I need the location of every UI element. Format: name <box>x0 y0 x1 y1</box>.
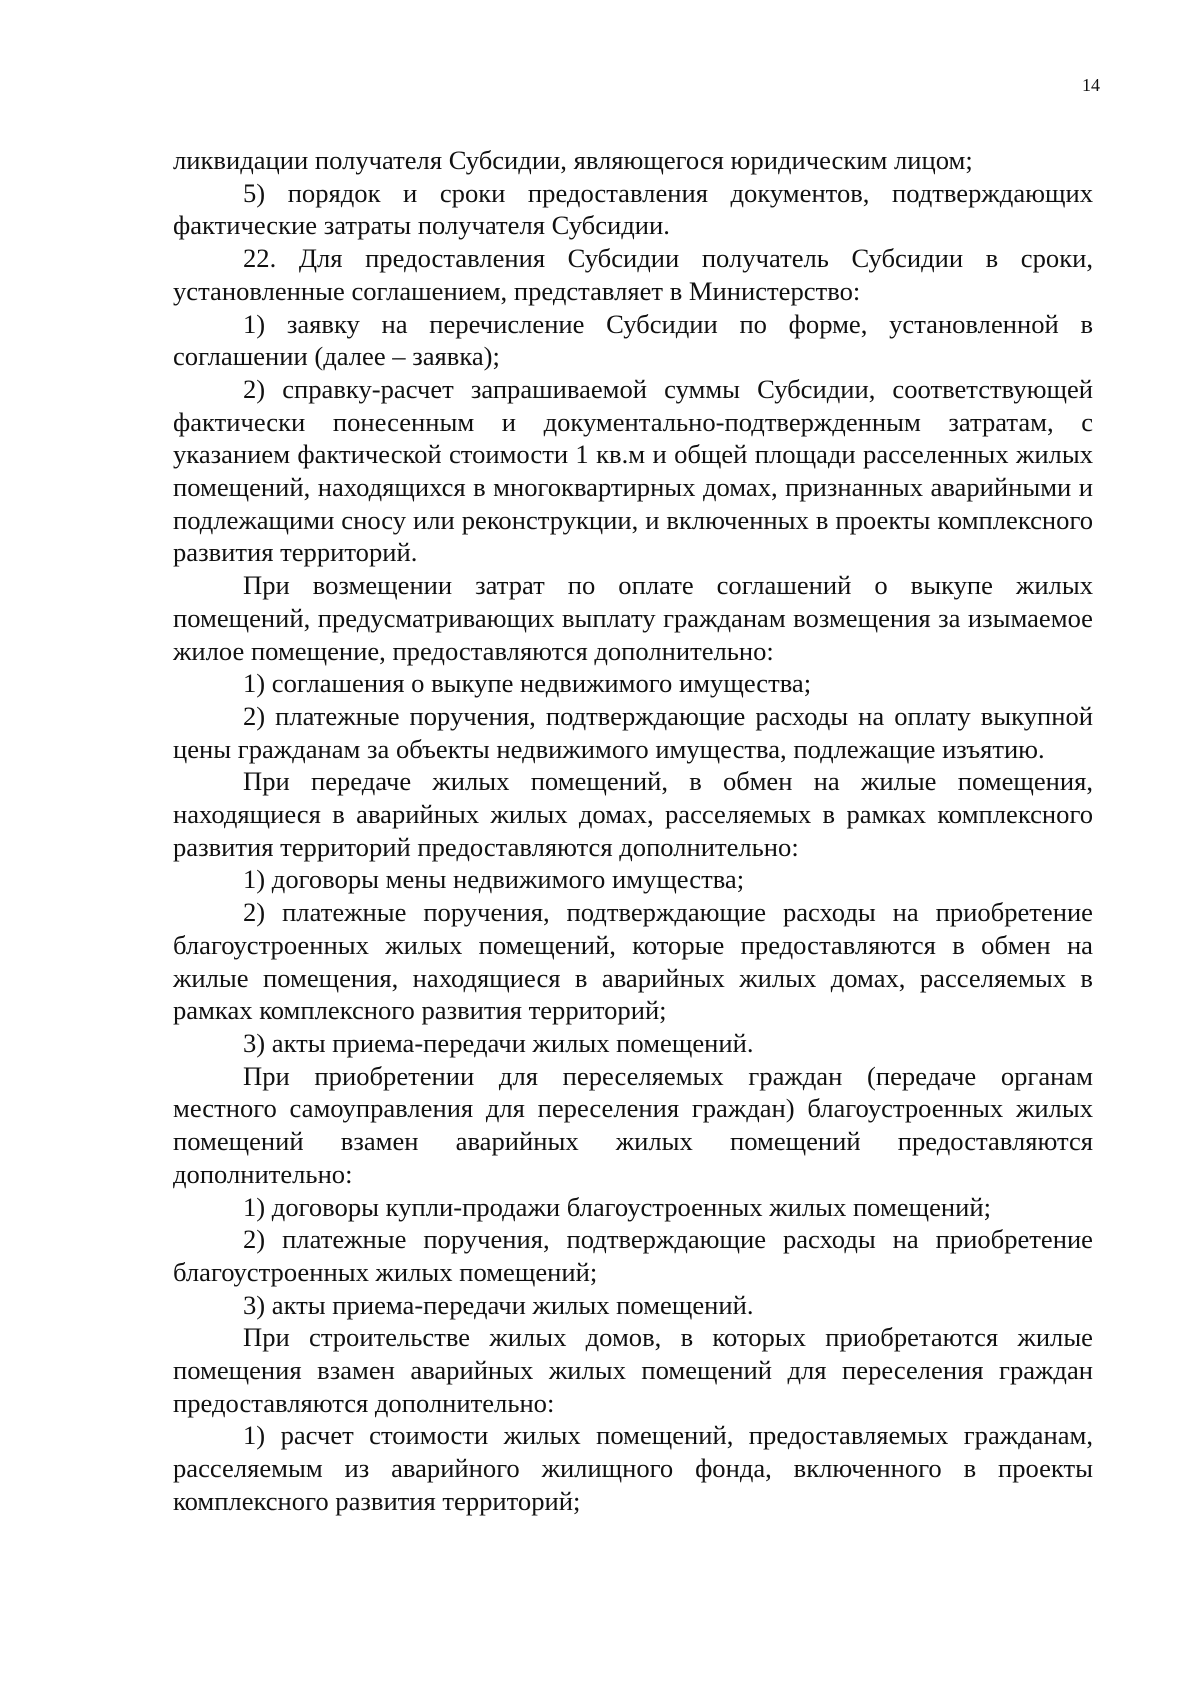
paragraph-purchase-item-2: 2) платежные поручения, подтверждающие расходы на приобретение благоустроенных жилых помещений; <box>173 1224 1093 1287</box>
paragraph-item-1-application: 1) заявку на перечисление Субсидии по форме, установленной в соглашении (далее – заявка); <box>173 308 1093 372</box>
paragraph-exchange-intro: При передаче жилых помещений, в обмен на жилые помещения, находящиеся в аварийных жилых домах, расселяемых в рамках комплексного развития территорий предоставляются дополнительно: <box>173 766 1093 862</box>
paragraph-buyout-item-1: 1) соглашения о выкупе недвижимого имущества; <box>243 668 812 699</box>
page-number: 14 <box>1082 75 1100 95</box>
paragraph-clause-22: 22. Для предоставления Субсидии получатель Субсидии в сроки, установленные соглашением, представляет в Министерство: <box>173 243 1093 306</box>
paragraph-exchange-item-1: 1) договоры мены недвижимого имущества; <box>243 864 745 895</box>
paragraph-exchange-item-2: 2) платежные поручения, подтверждающие расходы на приобретение благоустроенных жилых помещений, которые предоставляются в обмен на жилые помещения, находящиеся в аварийных жилых домах, расселяемых в рамках комплексного развития территорий; <box>173 897 1093 1026</box>
paragraph-purchase-intro: При приобретении для переселяемых граждан (передаче органам местного самоуправления для переселения граждан) благоустроенных жилых помещений взамен аварийных жилых помещений предоставляются дополнительно: <box>173 1060 1093 1189</box>
paragraph-buyout-item-2: 2) платежные поручения, подтверждающие расходы на оплату выкупной цены гражданам за объекты недвижимого имущества, подлежащие изъятию. <box>173 700 1093 764</box>
paragraph-construction-item-1: 1) расчет стоимости жилых помещений, предоставляемых гражданам, расселяемым из аварийного жилищного фонда, включенного в проекты комплексного развития территорий; <box>173 1420 1093 1516</box>
paragraph-liquidation: ликвидации получателя Субсидии, являющегося юридическим лицом; <box>173 145 973 175</box>
paragraph-purchase-item-3: 3) акты приема-передачи жилых помещений. <box>243 1289 754 1320</box>
paragraph-buyout-intro: При возмещении затрат по оплате соглашений о выкупе жилых помещений, предусматривающих выплату гражданам возмещения за изымаемое жилое помещение, предоставляются дополнительно: <box>173 570 1093 666</box>
paragraph-item-2-calculation: 2) справку-расчет запрашиваемой суммы Субсидии, соответствующей фактически понесенным и документально-подтвержденным затратам, с указанием фактической стоимости 1 кв.м и общей площади расселенных жилых помещений, находящихся в многоквартирных домах, признанных аварийными и подлежащими сносу или реконструкции, и включенных в проекты комплексного развития территорий. <box>173 373 1093 568</box>
document-body <box>173 144 1093 1518</box>
paragraph-construction-intro: При строительстве жилых домов, в которых приобретаются жилые помещения взамен аварийных жилых помещений для переселения граждан предоставляются дополнительно: <box>173 1322 1093 1418</box>
paragraph-item-5-documents-procedure: 5) порядок и сроки предоставления документов, подтверждающих фактические затраты получателя Субсидии. <box>173 177 1093 241</box>
paragraph-exchange-item-3: 3) акты приема-передачи жилых помещений. <box>243 1027 754 1058</box>
paragraph-purchase-item-1: 1) договоры купли-продажи благоустроенных жилых помещений; <box>243 1191 991 1222</box>
